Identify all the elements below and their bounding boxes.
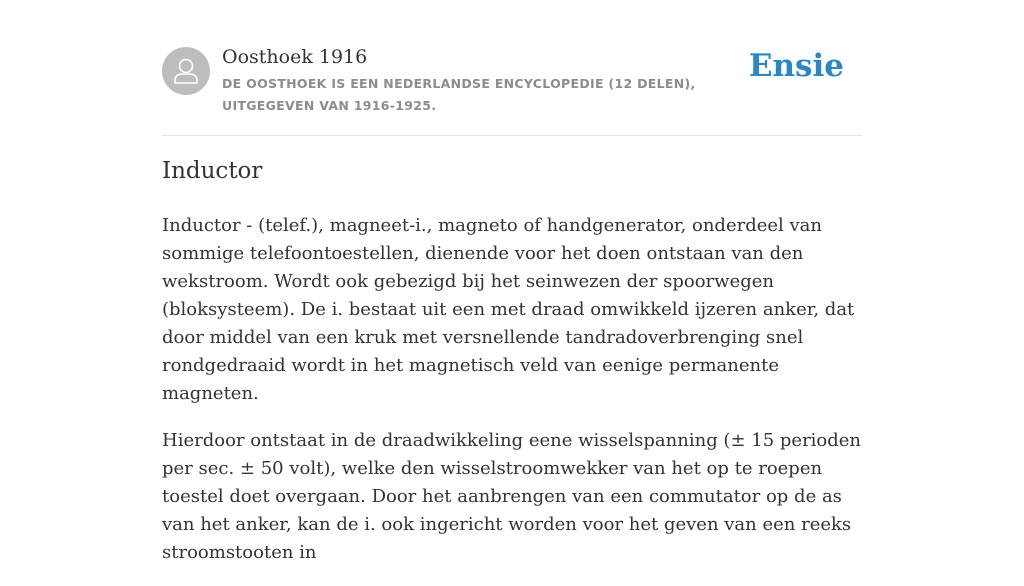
source-header xyxy=(162,44,862,136)
source-description: DE OOSTHOEK IS EEN NEDERLANDSE ENCYCLOPEDIE (12 DELEN), UITGEGEVEN VAN 1916-1925. xyxy=(222,76,696,113)
article-body xyxy=(162,212,867,586)
article-paragraph: Hierdoor ontstaat in de draadwikkeling eene wisselspanning (± 15 perioden per sec. ± 50 volt), welke den wisselstroomwekker van het op te roepen toestel doet overgaan. Door het aanbrengen van een commutator op de as van het anker, kan de i. ook ingericht worden voor het geven van een reeks stroomstooten in xyxy=(162,430,862,563)
source-avatar[interactable] xyxy=(162,47,210,95)
brand-logo[interactable]: Ensie xyxy=(748,48,844,84)
user-icon xyxy=(162,47,210,95)
source-name[interactable]: Oosthoek 1916 xyxy=(222,46,368,68)
article-paragraph: Inductor - (telef.), magneet-i., magneto of handgenerator, onderdeel van sommige telefoontoestellen, dienende voor het doen ontstaan van den wekstroom. Wordt ook gebezigd bij het seinwezen der spoorwegen (bloksysteem). De i. bestaat uit een met draad omwikkeld ijzeren anker, dat door middel van een kruk met versnellende tandradoverbrenging snel rondgedraaid wordt in het magnetisch veld van eenige permanente magneten. xyxy=(162,215,855,404)
article-title: Inductor xyxy=(162,158,263,184)
